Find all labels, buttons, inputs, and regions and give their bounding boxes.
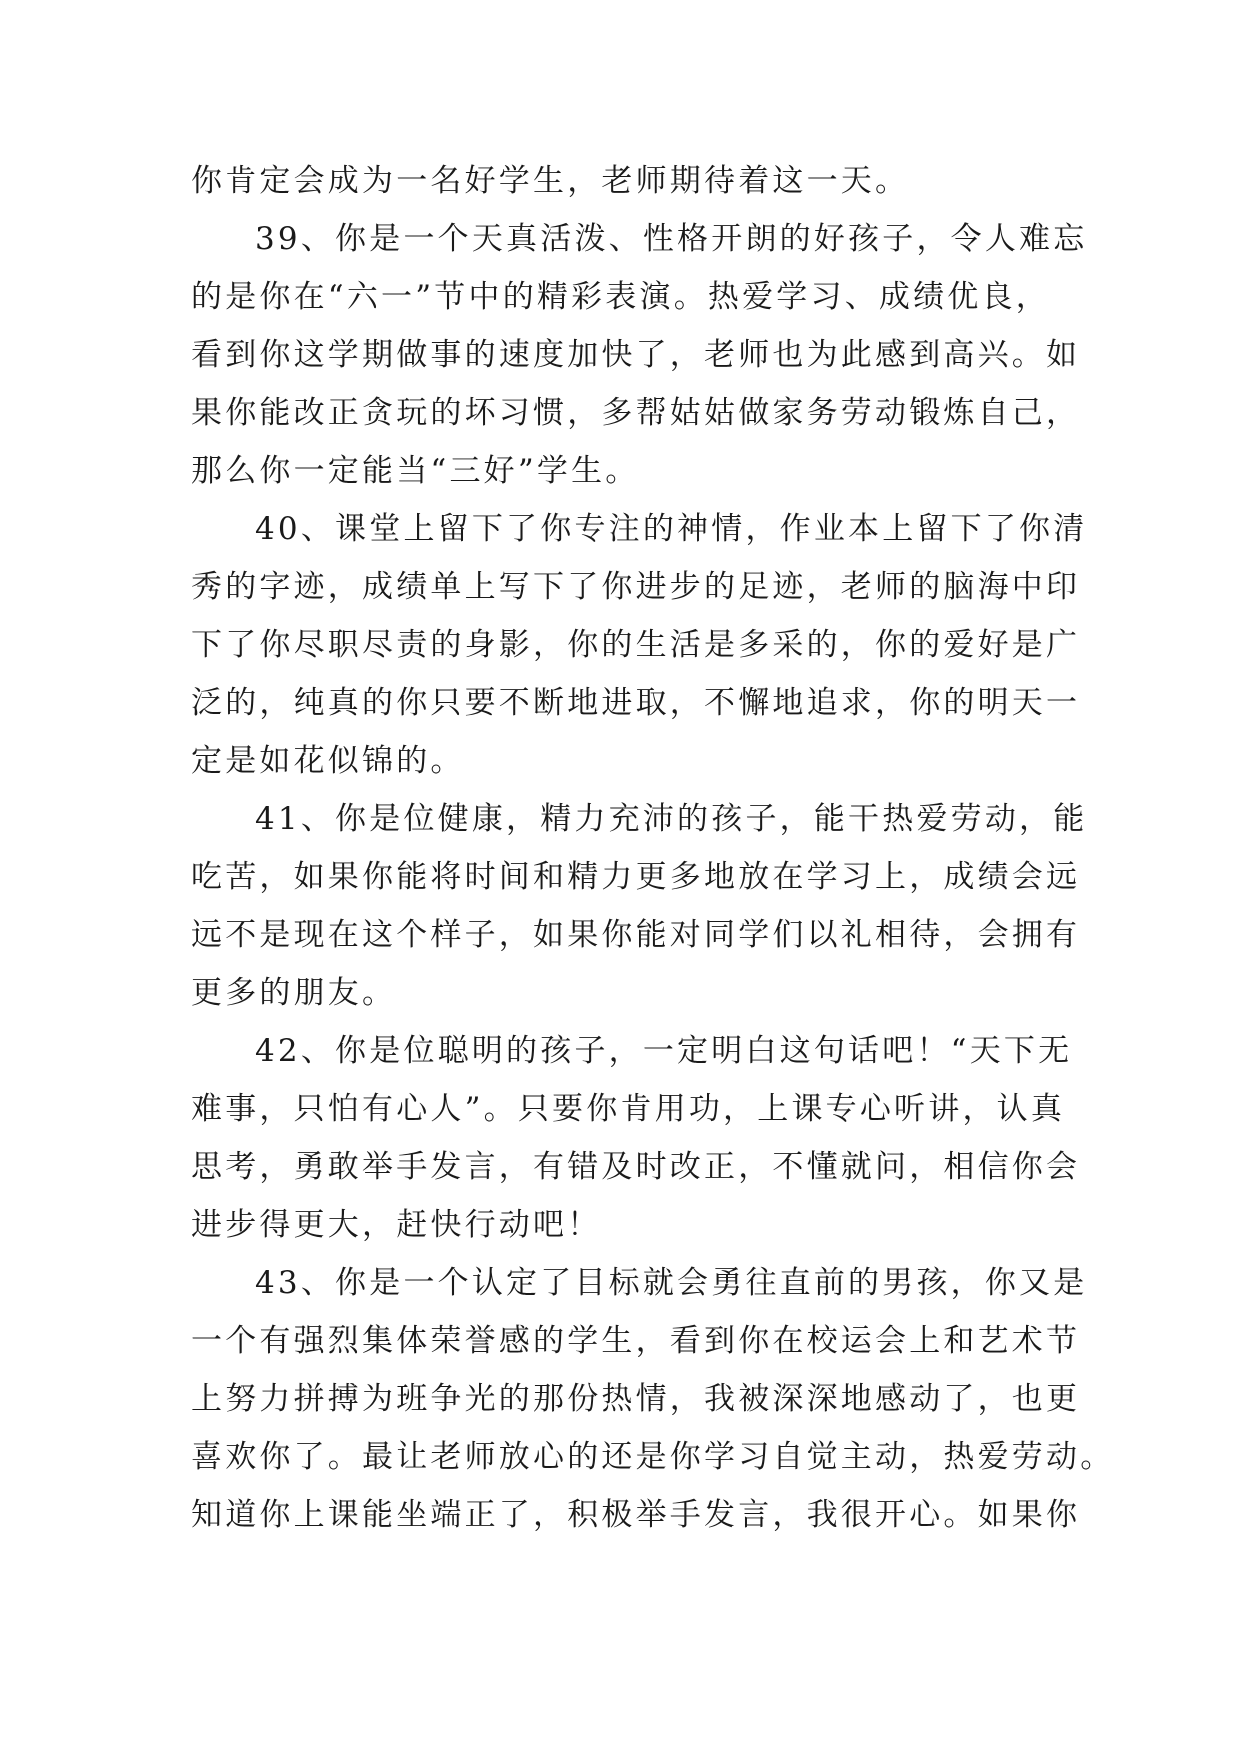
text-line: 思考，勇敢举手发言，有错及时改正，不懂就问，相信你会 bbox=[191, 1149, 1081, 1185]
text-line: 知道你上课能坐端正了，积极举手发言，我很开心。如果你 bbox=[191, 1497, 1081, 1533]
paragraph-start-43: 43、你是一个认定了目标就会勇往直前的男孩，你又是 bbox=[255, 1265, 1088, 1301]
text-line: 泛的，纯真的你只要不断地进取，不懈地追求，你的明天一 bbox=[191, 685, 1081, 721]
text-line: 你肯定会成为一名好学生，老师期待着这一天。 bbox=[191, 163, 910, 199]
text-line: 定是如花似锦的。 bbox=[191, 743, 465, 779]
text-line: 看到你这学期做事的速度加快了，老师也为此感到高兴。如 bbox=[191, 337, 1081, 373]
text-line: 秀的字迹，成绩单上写下了你进步的足迹，老师的脑海中印 bbox=[191, 569, 1081, 605]
text-line: 喜欢你了。最让老师放心的还是你学习自觉主动，热爱劳动。 bbox=[191, 1439, 1115, 1475]
text-line: 上努力拼搏为班争光的那份热情，我被深深地感动了，也更 bbox=[191, 1381, 1081, 1417]
paragraph-start-40: 40、课堂上留下了你专注的神情，作业本上留下了你清 bbox=[255, 511, 1088, 547]
text-line: 一个有强烈集体荣誉感的学生，看到你在校运会上和艺术节 bbox=[191, 1323, 1081, 1359]
text-line: 果你能改正贪玩的坏习惯，多帮姑姑做家务劳动锻炼自己， bbox=[191, 395, 1081, 431]
text-line: 的是你在“六一”节中的精彩表演。热爱学习、成绩优良， bbox=[191, 279, 1050, 315]
text-line: 那么你一定能当“三好”学生。 bbox=[191, 453, 640, 489]
document-body bbox=[191, 152, 1115, 1544]
paragraph-start-39: 39、你是一个天真活泼、性格开朗的好孩子，令人难忘 bbox=[255, 221, 1088, 257]
text-line: 下了你尽职尽责的身影，你的生活是多采的，你的爱好是广 bbox=[191, 627, 1081, 663]
paragraph-start-42: 42、你是位聪明的孩子，一定明白这句话吧！“天下无 bbox=[255, 1033, 1073, 1069]
text-line: 进步得更大，赶快行动吧！ bbox=[191, 1207, 602, 1243]
text-line: 更多的朋友。 bbox=[191, 975, 397, 1011]
text-line: 难事，只怕有心人”。只要你肯用功，上课专心听讲，认真 bbox=[191, 1091, 1066, 1127]
text-line: 吃苦，如果你能将时间和精力更多地放在学习上，成绩会远 bbox=[191, 859, 1081, 895]
text-line: 远不是现在这个样子，如果你能对同学们以礼相待，会拥有 bbox=[191, 917, 1081, 953]
paragraph-start-41: 41、你是位健康，精力充沛的孩子，能干热爱劳动，能 bbox=[255, 801, 1088, 837]
